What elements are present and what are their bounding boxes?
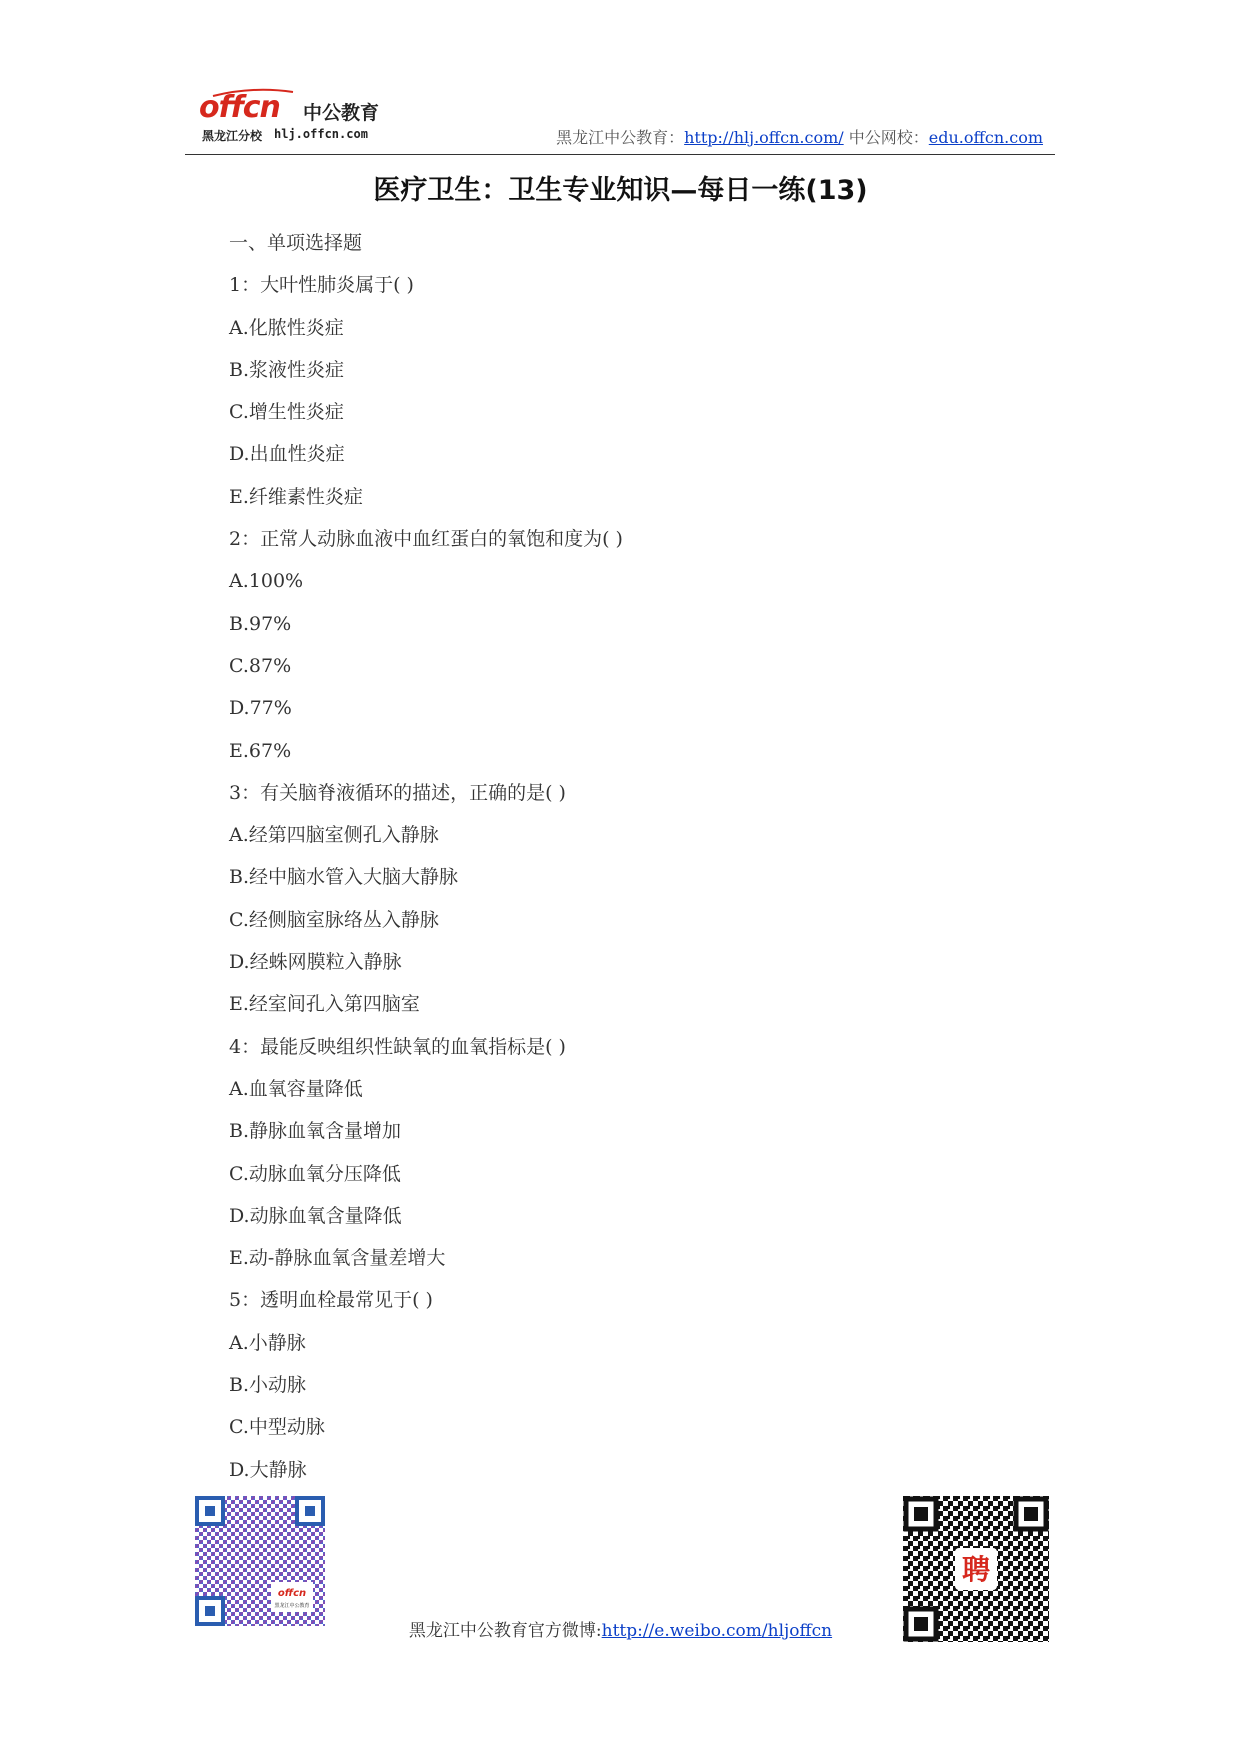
- offcn-logo: [185, 88, 415, 146]
- question-1-option-b: B.浆液性炎症: [229, 358, 345, 381]
- question-3-option-e: E.经室间孔入第四脑室: [229, 993, 420, 1016]
- question-1-option-d: D.出血性炎症: [229, 443, 345, 466]
- question-2-option-b: B.97%: [229, 612, 292, 635]
- question-4-option-e: E.动-静脉血氧含量差增大: [229, 1247, 446, 1270]
- question-2-option-a: A.100%: [229, 570, 304, 593]
- logo-branch: 黑龙江分校: [202, 129, 263, 143]
- logo-brand: offcn: [199, 90, 280, 125]
- question-4: 4：最能反映组织性缺氧的血氧指标是( ): [229, 1035, 566, 1058]
- logo-url: hlj.offcn.com: [274, 127, 368, 141]
- question-2-option-c: C.87%: [229, 654, 292, 677]
- logo-brand-cn: 中公教育: [303, 102, 380, 124]
- question-4-option-d: D.动脉血氧含量降低: [229, 1204, 402, 1227]
- svg-text:offcn: offcn: [277, 1588, 307, 1599]
- question-1: 1：大叶性肺炎属于( ): [229, 274, 414, 297]
- question-1-option-c: C.增生性炎症: [229, 401, 344, 424]
- question-3-option-d: D.经蛛网膜粒入静脉: [229, 951, 402, 974]
- site-label: 黑龙江中公教育：: [556, 128, 685, 147]
- question-2-option-e: E.67%: [229, 739, 292, 762]
- question-1-option-a: A.化脓性炎症: [229, 316, 344, 339]
- question-5-option-a: A.小静脉: [229, 1331, 306, 1354]
- page-footer: [0, 1616, 1241, 1641]
- qr-badge: 聘: [961, 1553, 991, 1586]
- question-list: [229, 228, 623, 1497]
- svg-text:黑龙江中公教育: 黑龙江中公教育: [274, 1603, 310, 1609]
- footer-label: 黑龙江中公教育官方微博:: [408, 1621, 602, 1641]
- question-3-option-a: A.经第四脑室侧孔入静脉: [229, 824, 439, 847]
- question-1-option-e: E.纤维素性炎症: [229, 485, 363, 508]
- qr-code-left-icon: [195, 1496, 325, 1626]
- weibo-link[interactable]: http://e.weibo.com/hljoffcn: [601, 1621, 833, 1641]
- page-header: [185, 88, 1055, 155]
- header-links: [556, 125, 1043, 148]
- question-2: 2：正常人动脉血液中血红蛋白的氧饱和度为( ): [229, 528, 623, 551]
- question-5-option-c: C.中型动脉: [229, 1416, 325, 1439]
- site-link[interactable]: http://hlj.offcn.com/: [684, 128, 844, 147]
- question-4-option-b: B.静脉血氧含量增加: [229, 1120, 402, 1143]
- question-2-option-d: D.77%: [229, 697, 292, 720]
- question-4-option-a: A.血氧容量降低: [229, 1077, 363, 1100]
- section-heading: 一、单项选择题: [229, 232, 363, 254]
- page-title: 医疗卫生：卫生专业知识—每日一练(13): [373, 175, 868, 206]
- question-3: 3：有关脑脊液循环的描述，正确的是( ): [229, 781, 566, 804]
- question-5: 5：透明血栓最常见于( ): [229, 1289, 433, 1312]
- question-5-option-b: B.小动脉: [229, 1374, 307, 1397]
- school-link[interactable]: edu.offcn.com: [928, 128, 1043, 147]
- question-3-option-b: B.经中脑水管入大脑大静脉: [229, 866, 459, 889]
- question-4-option-c: C.动脉血氧分压降低: [229, 1162, 401, 1185]
- school-label: 中公网校：: [848, 128, 929, 147]
- question-3-option-c: C.经侧脑室脉络丛入静脉: [229, 908, 439, 931]
- question-5-option-d: D.大静脉: [229, 1458, 307, 1481]
